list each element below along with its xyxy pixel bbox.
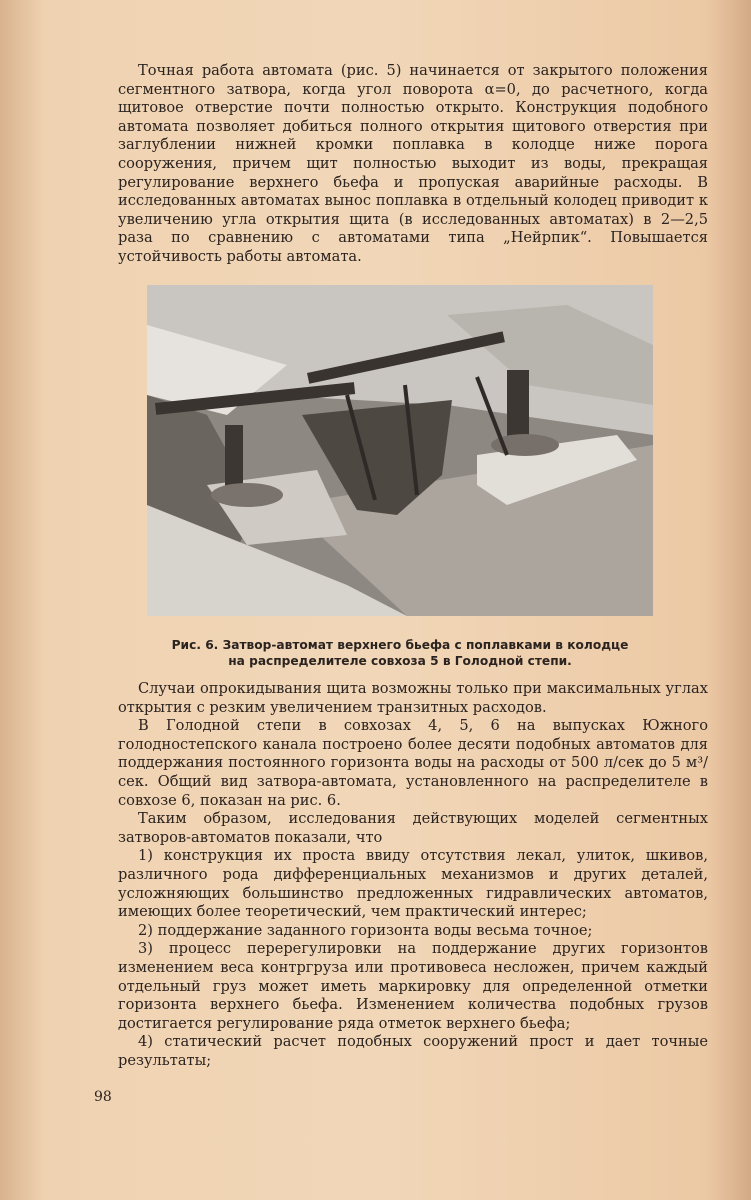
list-item: 2) поддержание заданного горизонта воды весьма точное; xyxy=(138,921,593,939)
paragraph: В Голодной степи в совхозах 4, 5, 6 на выпусках Южного голодностепского канала построено более десяти подобных автоматов для поддержания постоянного горизонта воды на расходы от 500 л/сек до 5 м³/сек. Общий вид затвора-автомата, установленного на распределителе в совхозе 6, показан на рис. 6. xyxy=(118,717,708,809)
paragraph: Таким образом, исследования действующих моделей сегментных затворов-автоматов показали, что xyxy=(118,810,708,846)
paragraph: Точная работа автомата (рис. 5) начинается от закрытого положения сегментного затвора, когда угол поворота α=0, до расчетного, когда щитовое отверстие почти полностью открыто. Конструкция подобного автомата позволяет добиться полного открытия щитового отверстия при заглублении нижней кромки поплавка в колодце ниже порога сооружения, причем щит полностью выходит из воды, прекращая регулирование верхнего бьефа и пропуская аварийные расходы. В исследованных автоматах вынос поплавка в отдельный колодец приводит к увеличению угла открытия щита (в исследованных автоматах) в 2—2,5 раза по сравнению с автоматами типа „Нейрпик“. Повышается устойчивость работы автомата. xyxy=(118,62,708,265)
bottom-text-block xyxy=(118,680,708,1070)
caption-line1: Затвор-автомат верхнего бьефа с поплавками в колодце xyxy=(222,638,629,652)
list-item: 1) конструкция их проста ввиду отсутствия лекал, улиток, шкивов, различного рода дифференциальных механизмов и других деталей, усложняющих большинство предложенных гидравлических автоматов, имеющих более теоретический, чем практический интерес; xyxy=(118,847,708,921)
figure-caption xyxy=(150,637,650,669)
top-text-block xyxy=(118,62,708,267)
caption-line2: на распределителе совхоза 5 в Голодной степи. xyxy=(228,654,572,668)
list-item: 4) статический расчет подобных сооружений прост и дает точные результаты; xyxy=(118,1033,708,1069)
list-item: 3) процесс перерегулировки на поддержание других горизонтов изменением веса контргруза или противовеса несложен, причем каждый отдельный груз может иметь маркировку для определенной отметки горизонта верхнего бьефа. Изменением количества подобных грузов достигается регулирование ряда отметок верхнего бьефа; xyxy=(118,940,708,1032)
figure-photo xyxy=(147,285,653,616)
figure-label: Рис. 6. xyxy=(171,638,219,652)
paragraph: Случаи опрокидывания щита возможны только при максимальных углах открытия с резким увеличением транзитных расходов. xyxy=(118,680,708,716)
page-number: 98 xyxy=(94,1089,112,1105)
